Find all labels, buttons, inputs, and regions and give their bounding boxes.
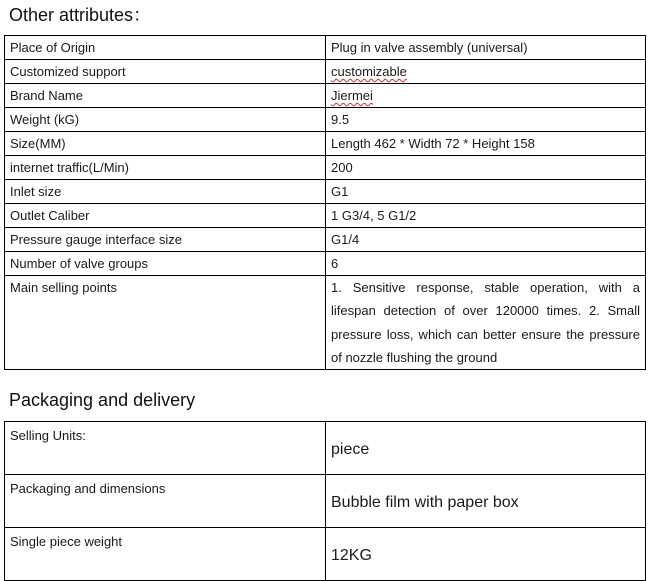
other-attributes-title: Other attributes： — [9, 5, 152, 25]
attribute-value-internet-traffic: 200 — [326, 156, 646, 180]
spellcheck-underlined-text: customizable — [331, 64, 407, 79]
table-row — [5, 276, 646, 370]
attribute-value-outlet-caliber: 1 G3/4, 5 G1/2 — [326, 204, 646, 228]
attribute-value-pressure-gauge: G1/4 — [326, 228, 646, 252]
attribute-key-valve-groups: Number of valve groups — [5, 252, 326, 276]
attribute-value-weight: 9.5 — [326, 108, 646, 132]
attribute-value-main-selling-points: 1. Sensitive response, stable operation, with a lifespan detection of over 120000 times. 2. Small pressure loss, which can better ensure the pressure of nozzle flushing the ground — [326, 276, 646, 370]
attribute-key-pressure-gauge: Pressure gauge interface size — [5, 228, 326, 252]
packaging-value-selling-units: piece — [326, 422, 646, 475]
attribute-value-customized-support — [326, 60, 646, 84]
table-row — [5, 228, 646, 252]
attribute-key-inlet-size: Inlet size — [5, 180, 326, 204]
table-row — [5, 528, 646, 581]
packaging-key-selling-units: Selling Units: — [5, 422, 326, 475]
table-row — [5, 180, 646, 204]
packaging-value-single-piece-weight: 12KG — [326, 528, 646, 581]
attribute-key-outlet-caliber: Outlet Caliber — [5, 204, 326, 228]
table-row — [5, 204, 646, 228]
table-row — [5, 60, 646, 84]
attribute-key-main-selling-points: Main selling points — [5, 276, 326, 370]
attribute-key-customized-support: Customized support — [5, 60, 326, 84]
table-row — [5, 132, 646, 156]
packaging-title: Packaging and delivery — [9, 390, 196, 410]
table-row — [5, 36, 646, 60]
attribute-key-size: Size(MM) — [5, 132, 326, 156]
attribute-value-place-of-origin: Plug in valve assembly (universal) — [326, 36, 646, 60]
attribute-value-size: Length 462 * Width 72 * Height 158 — [326, 132, 646, 156]
attribute-value-valve-groups: 6 — [326, 252, 646, 276]
attribute-key-weight: Weight (kG) — [5, 108, 326, 132]
table-row — [5, 422, 646, 475]
packaging-key-single-piece-weight: Single piece weight — [5, 528, 326, 581]
attribute-value-inlet-size: G1 — [326, 180, 646, 204]
packaging-key-dimensions: Packaging and dimensions — [5, 475, 326, 528]
table-row — [5, 252, 646, 276]
packaging-value-dimensions: Bubble film with paper box — [326, 475, 646, 528]
attribute-key-internet-traffic: internet traffic(L/Min) — [5, 156, 326, 180]
packaging-table — [4, 421, 646, 581]
spellcheck-underlined-text: Jiermei — [331, 88, 373, 103]
table-row — [5, 156, 646, 180]
attribute-key-brand-name: Brand Name — [5, 84, 326, 108]
attribute-value-brand-name — [326, 84, 646, 108]
table-row — [5, 84, 646, 108]
table-row — [5, 108, 646, 132]
attribute-key-place-of-origin: Place of Origin — [5, 36, 326, 60]
table-row — [5, 475, 646, 528]
attributes-table — [4, 35, 646, 370]
